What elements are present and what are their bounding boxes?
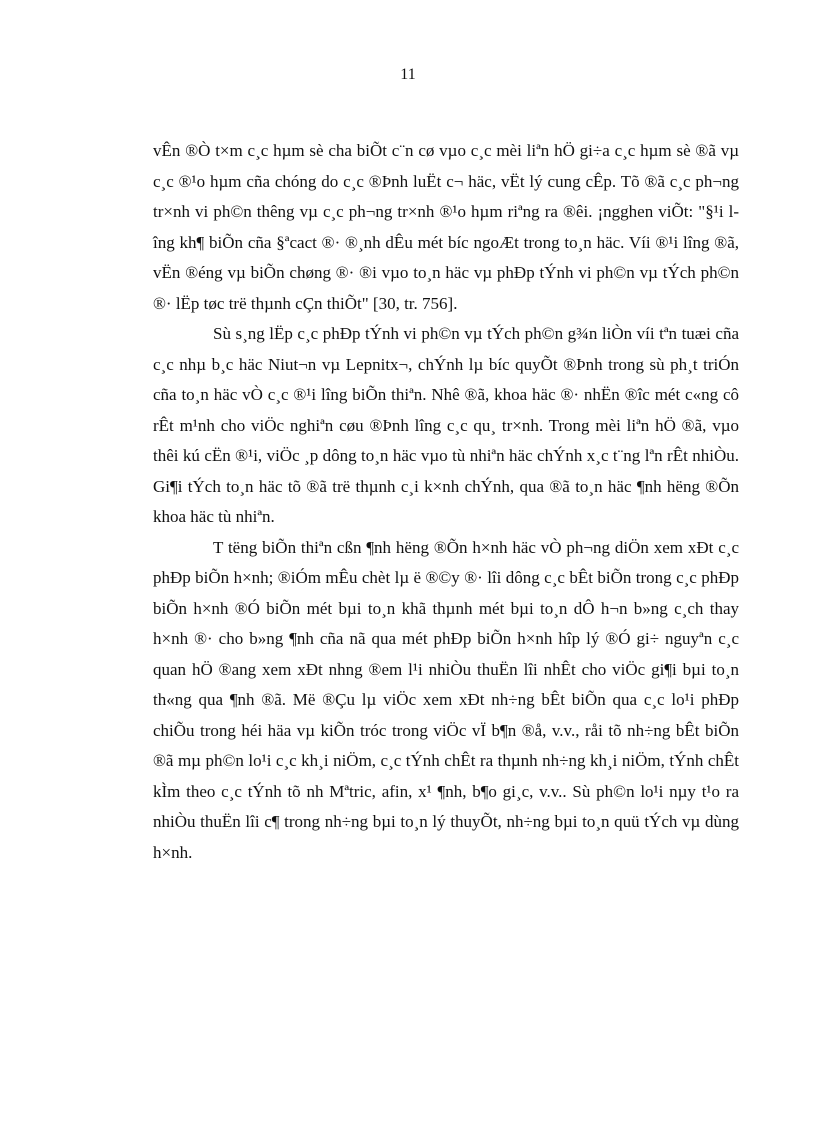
paragraph-1: vÊn ®Ò t×m c¸c hµm sè cha biÕt c¨n cø vµo c¸c mèi liªn hÖ gi÷a c¸c hµm sè ®ã vµ c¸c ®¹o hµm cña chóng do c¸c ®Þnh luËt c¬ häc, vËt lý cung cÊp. Tõ ®ã c¸c ph¬ng tr×nh vi ph©n thêng vµ c¸c ph¬ng tr×nh ®¹o hµm riªng ra ®êi. ¡ngghen viÕt: "§¹i lîng kh¶ biÕn cña §ªcact ®· ®¸nh dÊu mét bíc ngoÆt trong to¸n häc. Víi ®¹i lîng ®ã, vËn ®éng vµ biÕn chøng ®· ®i vµo to¸n häc vµ phÐp tÝnh vi ph©n vµ tÝch ph©n ®· lËp tøc trë thµnh cÇn thiÕt" [30, tr. 756]. (153, 141, 739, 313)
paragraph-2: Sù s¸ng lËp c¸c phÐp tÝnh vi ph©n vµ tÝch ph©n g¾n liÒn víi tªn tuæi cña c¸c nhµ b¸c häc Niut¬n vµ Lepnitx¬, chÝnh lµ bíc quyÕt ®Þnh trong sù ph¸t triÓn cña to¸n häc vÒ c¸c ®¹i lîng biÕn thiªn. Nhê ®ã, khoa häc ®· nhËn ®îc mét c«ng cô rÊt m¹nh cho viÖc nghiªn cøu ®Þnh lîng c¸c qu¸ tr×nh. Trong mèi liªn hÖ ®ã, vµo thêi kú cËn ®¹i, viÖc ¸p dông to¸n häc vµo tù nhiªn häc chÝnh x¸c t¨ng lªn rÊt nhiÒu. Gi¶i tÝch to¸n häc tõ ®ã trë thµnh c¸i k×nh chÝnh, qua ®ã to¸n häc ¶nh hëng ®Õn khoa häc tù nhiªn. (153, 324, 739, 526)
page-number: 11 (400, 66, 416, 83)
paragraph-3: T tëng biÕn thiªn cßn ¶nh hëng ®Õn h×nh häc vÒ ph¬ng diÖn xem xÐt c¸c phÐp biÕn h×nh; ®iÓm mÊu chèt lµ ë ®©y ®· lîi dông c¸c bÊt biÕn trong c¸c phÐp biÕn h×nh ®Ó biÕn mét bµi to¸n khã thµnh mét bµi to¸n dÔ h¬n b»ng c¸ch thay h×nh ®· cho b»ng ¶nh cña nã qua mét phÐp biÕn h×nh hîp lý ®Ó gi÷ nguyªn c¸c quan hÖ ®ang xem xÐt nhng ®em l¹i nhiÒu thuËn lîi nhÊt cho viÖc gi¶i bµi to¸n th«ng qua ¶nh ®ã. Më ®Çu lµ viÖc xem xÐt nh÷ng bÊt biÕn qua c¸c lo¹i phÐp chiÕu trong héi häa vµ kiÕn tróc trong viÖc vÏ b¶n ®å, v.v., råi tõ nh÷ng bÊt biÕn ®ã mµ ph©n lo¹i c¸c kh¸i niÖm, c¸c tÝnh chÊt ra thµnh nh÷ng kh¸i niÖm, tÝnh chÊt kÌm theo c¸c tÝnh tõ nh Mªtric, afin, x¹ ¶nh, b¶o gi¸c, v.v.. Sù ph©n lo¹i nµy t¹o ra nhiÒu thuËn lîi c¶ trong nh÷ng bµi to¸n lý thuyÕt, nh÷ng bµi to¸n quü tÝch vµ dùng h×nh. (153, 537, 739, 862)
body-text (153, 136, 739, 868)
